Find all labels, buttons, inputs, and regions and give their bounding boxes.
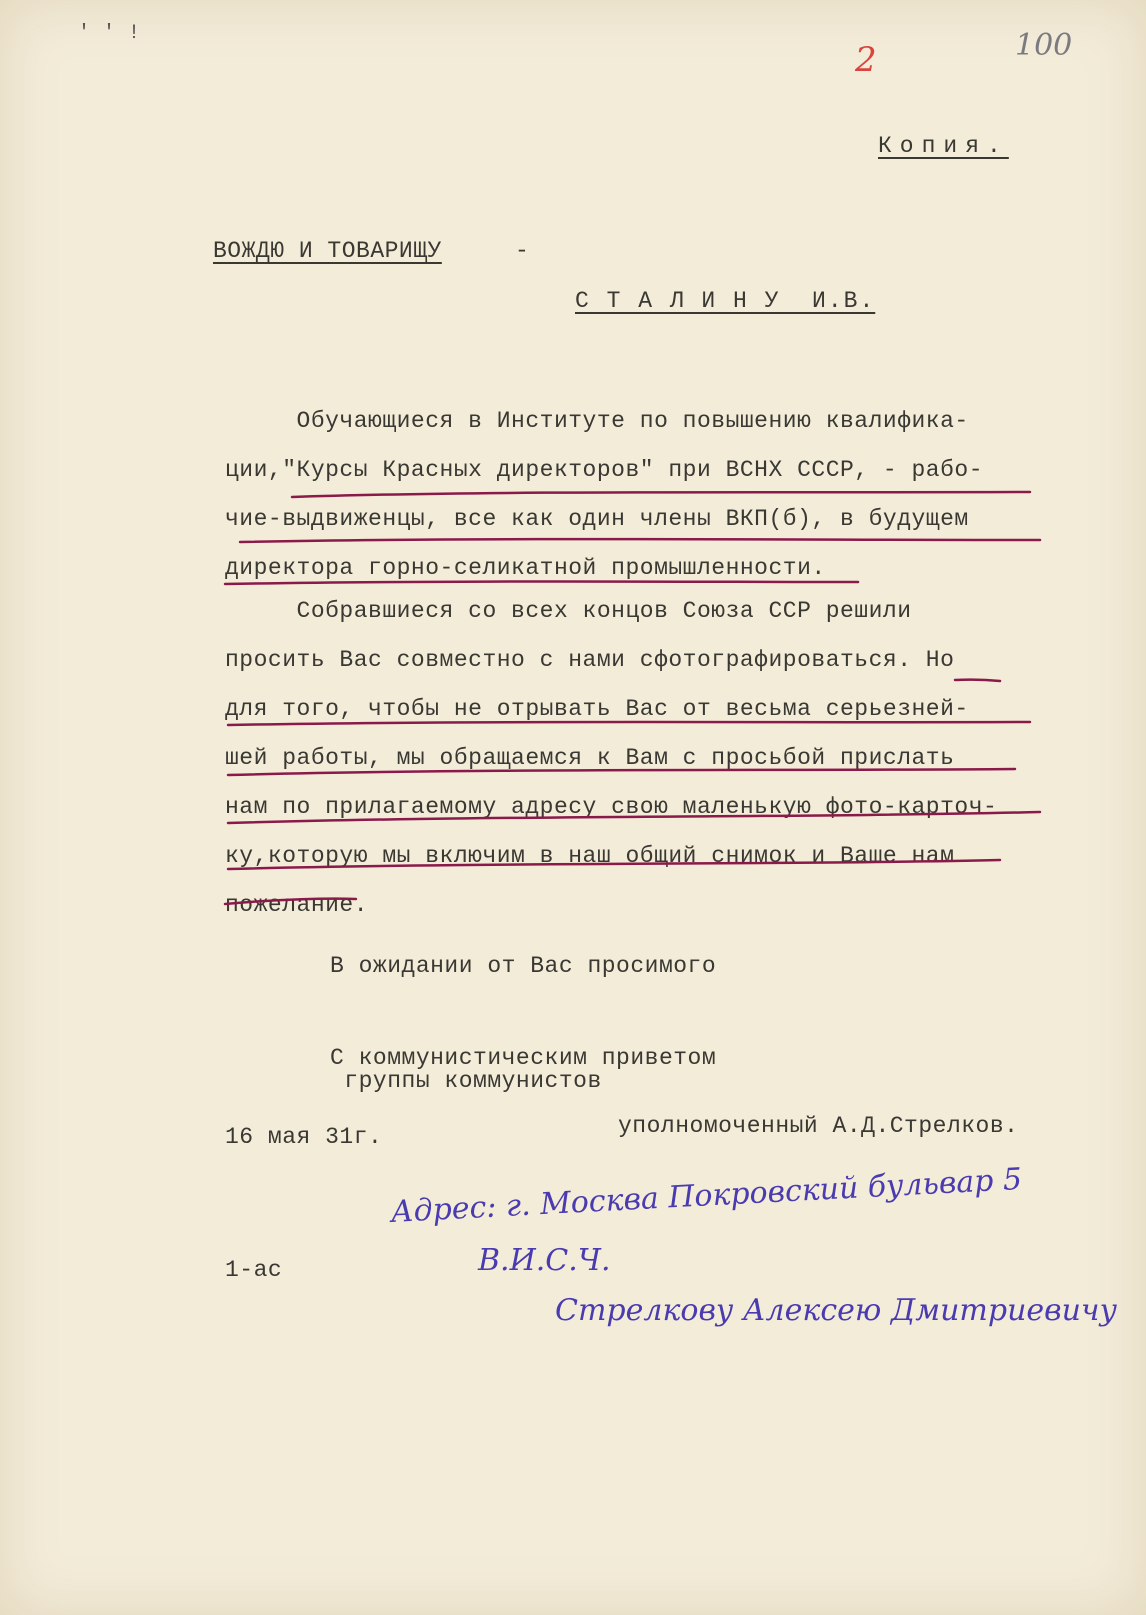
paragraph-text: чие-выдвиженцы, все как один члены ВКП(б), в будущем (225, 506, 969, 532)
paragraph-text: директора горно-селикатной промышленности. (225, 555, 826, 581)
page-number-red: 2 (855, 40, 877, 80)
closing-greeting-2: группы коммунистов (330, 1068, 602, 1094)
paragraph-text: ку,которую мы включим в наш общий снимок и Ваше нам (225, 843, 955, 869)
handwritten-address-2: В.И.С.Ч. (478, 1243, 611, 1278)
handwritten-address-3: Стрелкову Алексею Дмитриевичу (555, 1293, 1117, 1328)
paragraph-text: Собравшиеся со всех концов Союза ССР решили (225, 598, 912, 624)
paragraph-text: пожелание. (225, 892, 369, 918)
underline-mark (225, 899, 356, 904)
top-left-marks: ' ' ! (78, 22, 141, 45)
paragraph-text: Обучающиеся в Институте по повышению квалифика- (225, 408, 969, 434)
addressee-line-2: С Т А Л И Н У И.В. (575, 288, 876, 314)
underline-mark (228, 860, 1000, 869)
underline-mark (292, 492, 1030, 497)
addressee-line-1: ВОЖДЮ И ТОВАРИЩУ (213, 238, 442, 264)
closing-greeting-1: С коммунистическим приветом (330, 1045, 717, 1071)
handwritten-address-1: Адрес: г. Москва Покровский бульвар 5 (390, 1161, 1023, 1230)
closing-wait: В ожидании от Вас просимого (330, 953, 717, 979)
paragraph-text: для того, чтобы не отрывать Вас от весьма серьезней- (225, 696, 969, 722)
underline-mark (228, 769, 1015, 775)
paragraph-text: нам по прилагаемому адресу свою маленькую фото-карточ- (225, 794, 998, 820)
paragraph-text: шей работы, мы обращаемся к Вам с просьбой прислать (225, 745, 955, 771)
letter-date: 16 мая 31г. (225, 1124, 383, 1150)
paragraph-text: ции,"Курсы Красных директоров" при ВСНХ СССР, - рабо- (225, 457, 984, 483)
signatory: уполномоченный А.Д.Стрелков. (618, 1113, 1019, 1139)
page-number-archive: 100 (1015, 28, 1073, 63)
underline-mark (225, 582, 858, 585)
underline-mark (240, 539, 1040, 542)
paragraph-text: просить Вас совместно с нами сфотографироваться. Но (225, 647, 955, 673)
reference-code: 1-ас (225, 1257, 283, 1283)
addressee-dash: - (515, 238, 530, 264)
underline-mark (228, 812, 1040, 823)
underline-mark (228, 722, 1030, 725)
underline-mark (955, 680, 1000, 681)
copy-label: Копия. (878, 133, 1009, 159)
